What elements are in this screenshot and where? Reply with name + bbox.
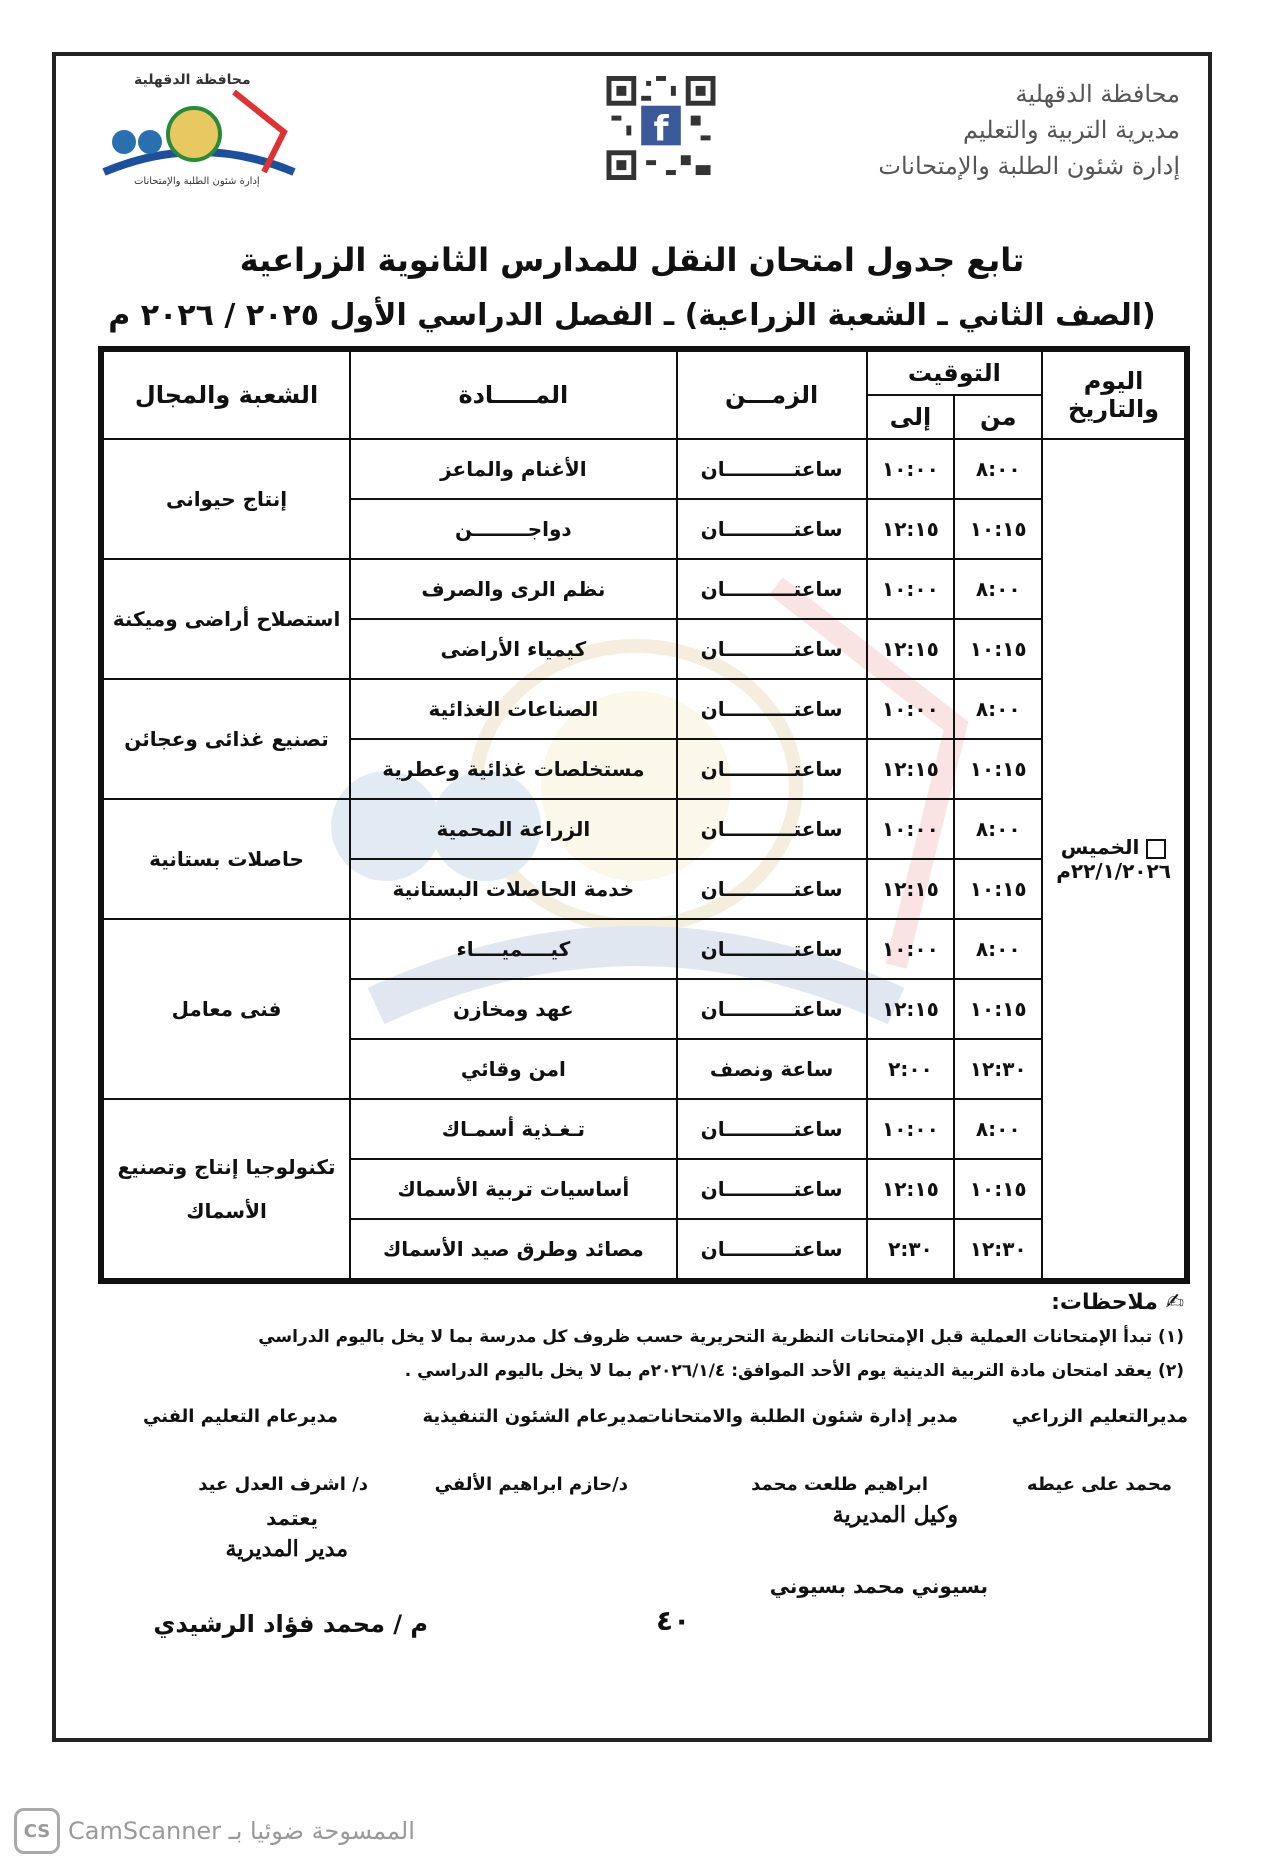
duration-cell: ساعتــــــــــان [677, 979, 867, 1039]
duration-cell: ساعتــــــــــان [677, 1099, 867, 1159]
from-cell: ٨:٠٠ [954, 799, 1042, 859]
subject-cell: كيمياء الأراضى [350, 619, 677, 679]
camscanner-logo-icon: CS [14, 1808, 60, 1854]
from-cell: ١٠:١٥ [954, 739, 1042, 799]
subject-cell: نظم الرى والصرف [350, 559, 677, 619]
table-row [103, 919, 1185, 979]
header-line-1: محافظة الدقهلية [1015, 80, 1180, 108]
signature-name: محمد على عيطه [1026, 1474, 1172, 1495]
from-cell: ١٠:١٥ [954, 1159, 1042, 1219]
deputy-name: بسيوني محمد بسيوني [769, 1574, 988, 1598]
to-cell: ١٢:١٥ [867, 1159, 955, 1219]
table-row [103, 679, 1185, 739]
approve-label: يعتمد [266, 1506, 318, 1530]
from-cell: ١٠:١٥ [954, 499, 1042, 559]
from-cell: ١٢:٣٠ [954, 1219, 1042, 1279]
branch-cell: فنى معامل [103, 919, 350, 1099]
duration-cell: ساعة ونصف [677, 1039, 867, 1099]
logo-emblem-icon [94, 72, 304, 192]
note-item: (٢) يعقد امتحان مادة التربية الدينية يوم الأحد الموافق: ٢٠٢٦/١/٤م بما لا يخل باليوم الدراسي . [404, 1361, 1184, 1381]
to-cell: ١٠:٠٠ [867, 559, 955, 619]
day-date-text: الخميس ٢٢/١/٢٠٢٦م [1056, 835, 1171, 883]
camscanner-footer [14, 1806, 415, 1856]
duration-cell: ساعتــــــــــان [677, 919, 867, 979]
page-number: ٤٠ [656, 1604, 691, 1637]
to-cell: ١٠:٠٠ [867, 919, 955, 979]
header-to: إلى [867, 395, 955, 439]
svg-text:f: f [653, 109, 669, 150]
subject-cell: تـغـذية أسمـاك [350, 1099, 677, 1159]
from-cell: ٨:٠٠ [954, 679, 1042, 739]
duration-cell: ساعتــــــــــان [677, 1159, 867, 1219]
duration-cell: ساعتــــــــــان [677, 439, 867, 499]
from-cell: ١٠:١٥ [954, 619, 1042, 679]
subject-cell: مستخلصات غذائية وعطرية [350, 739, 677, 799]
subject-cell: خدمة الحاصلات البستانية [350, 859, 677, 919]
subject-cell: مصائد وطرق صيد الأسماك [350, 1219, 677, 1279]
subject-cell: امن وقائي [350, 1039, 677, 1099]
duration-cell: ساعتــــــــــان [677, 619, 867, 679]
from-cell: ١٢:٣٠ [954, 1039, 1042, 1099]
to-cell: ٢:٣٠ [867, 1219, 955, 1279]
duration-cell: ساعتــــــــــان [677, 859, 867, 919]
duration-cell: ساعتــــــــــان [677, 559, 867, 619]
duration-cell: ساعتــــــــــان [677, 1219, 867, 1279]
deputy-title: وكيل المديرية [832, 1502, 958, 1528]
header-branch: الشعبة والمجال [103, 351, 350, 439]
directorate-logo [94, 72, 304, 192]
note-item: (١) تبدأ الإمتحانات العملية قبل الإمتحانات النظرية التحريرية حسب ظروف كل مدرسة بما لا يخل باليوم الدراسي [258, 1327, 1184, 1347]
subject-cell: الصناعات الغذائية [350, 679, 677, 739]
from-cell: ١٠:١٥ [954, 979, 1042, 1039]
header-day-date: اليوم والتاريخ [1042, 351, 1185, 439]
director-title: مدير المديرية [225, 1536, 348, 1562]
exam-schedule-table [98, 346, 1190, 1284]
pen-icon: ✍ [1165, 1290, 1184, 1315]
from-cell: ٨:٠٠ [954, 919, 1042, 979]
logo-text-top: محافظة الدقهلية [134, 72, 251, 88]
header-duration: الزمـــن [677, 351, 867, 439]
table-row [103, 1099, 1185, 1159]
qr-code-icon [606, 76, 716, 180]
header-line-2: مديرية التربية والتعليم [963, 116, 1180, 144]
subject-cell: كيــــميــــاء [350, 919, 677, 979]
subject-cell: أساسيات تربية الأسماك [350, 1159, 677, 1219]
header-authority-text [878, 76, 1180, 184]
branch-cell: حاصلات بستانية [103, 799, 350, 919]
header-from: من [954, 395, 1042, 439]
signature-title: مديرالتعليم الزراعي [1011, 1406, 1188, 1427]
subject-cell: الأغنام والماعز [350, 439, 677, 499]
duration-cell: ساعتــــــــــان [677, 799, 867, 859]
to-cell: ١٢:١٥ [867, 739, 955, 799]
to-cell: ١٢:١٥ [867, 499, 955, 559]
signature-title: مديرعام الشئون التنفيذية [422, 1406, 648, 1427]
day-date-cell [1042, 439, 1185, 1279]
table-row [103, 799, 1185, 859]
signature-name: ابراهيم طلعت محمد [751, 1474, 928, 1495]
branch-cell: استصلاح أراضى وميكنة [103, 559, 350, 679]
header [56, 56, 1208, 196]
from-cell: ٨:٠٠ [954, 1099, 1042, 1159]
signature-title: مديرعام التعليم الفني [143, 1406, 338, 1427]
notes-title-text: ملاحظات: [1051, 1290, 1158, 1315]
page-subtitle: (الصف الثاني ـ الشعبة الزراعية) ـ الفصل الدراسي الأول ٢٠٢٥ / ٢٠٢٦ م [108, 298, 1156, 333]
branch-cell: إنتاج حيوانى [103, 439, 350, 559]
to-cell: ١٢:١٥ [867, 979, 955, 1039]
to-cell: ١٢:١٥ [867, 859, 955, 919]
signature-name: د/ اشرف العدل عيد [198, 1474, 368, 1495]
subject-cell: دواجــــــــن [350, 499, 677, 559]
subject-cell: عهد ومخازن [350, 979, 677, 1039]
to-cell: ٢:٠٠ [867, 1039, 955, 1099]
branch-cell: تكنولوجيا إنتاج وتصنيع الأسماك [103, 1099, 350, 1279]
notes-section [84, 1286, 1184, 1388]
header-line-3: إدارة شئون الطلبة والإمتحانات [878, 152, 1180, 180]
table-row [103, 559, 1185, 619]
table-row [103, 439, 1185, 499]
to-cell: ١٠:٠٠ [867, 1099, 955, 1159]
signature-name: د/حازم ابراهيم الألفي [434, 1474, 628, 1495]
page-title: تابع جدول امتحان النقل للمدارس الثانوية الزراعية [239, 241, 1025, 279]
subject-cell: الزراعة المحمية [350, 799, 677, 859]
duration-cell: ساعتــــــــــان [677, 739, 867, 799]
camscanner-text: الممسوحة ضوئيا بـ CamScanner [68, 1817, 415, 1845]
director-name: م / محمد فؤاد الرشيدي [153, 1610, 428, 1638]
logo-text-bottom: إدارة شئون الطلبة والإمتحانات [134, 176, 260, 187]
to-cell: ١٠:٠٠ [867, 439, 955, 499]
header-timing: التوقيت [867, 351, 1043, 395]
to-cell: ١٠:٠٠ [867, 799, 955, 859]
notes-title [84, 1286, 1184, 1320]
signature-title: مدير إدارة شئون الطلبة والامتحانات [642, 1406, 958, 1427]
duration-cell: ساعتــــــــــان [677, 679, 867, 739]
checkbox-icon [1146, 839, 1166, 859]
from-cell: ٨:٠٠ [954, 439, 1042, 499]
to-cell: ١٠:٠٠ [867, 679, 955, 739]
duration-cell: ساعتــــــــــان [677, 499, 867, 559]
header-subject: المـــــادة [350, 351, 677, 439]
to-cell: ١٢:١٥ [867, 619, 955, 679]
from-cell: ١٠:١٥ [954, 859, 1042, 919]
document-frame [52, 52, 1212, 1742]
branch-cell: تصنيع غذائى وعجائن [103, 679, 350, 799]
from-cell: ٨:٠٠ [954, 559, 1042, 619]
